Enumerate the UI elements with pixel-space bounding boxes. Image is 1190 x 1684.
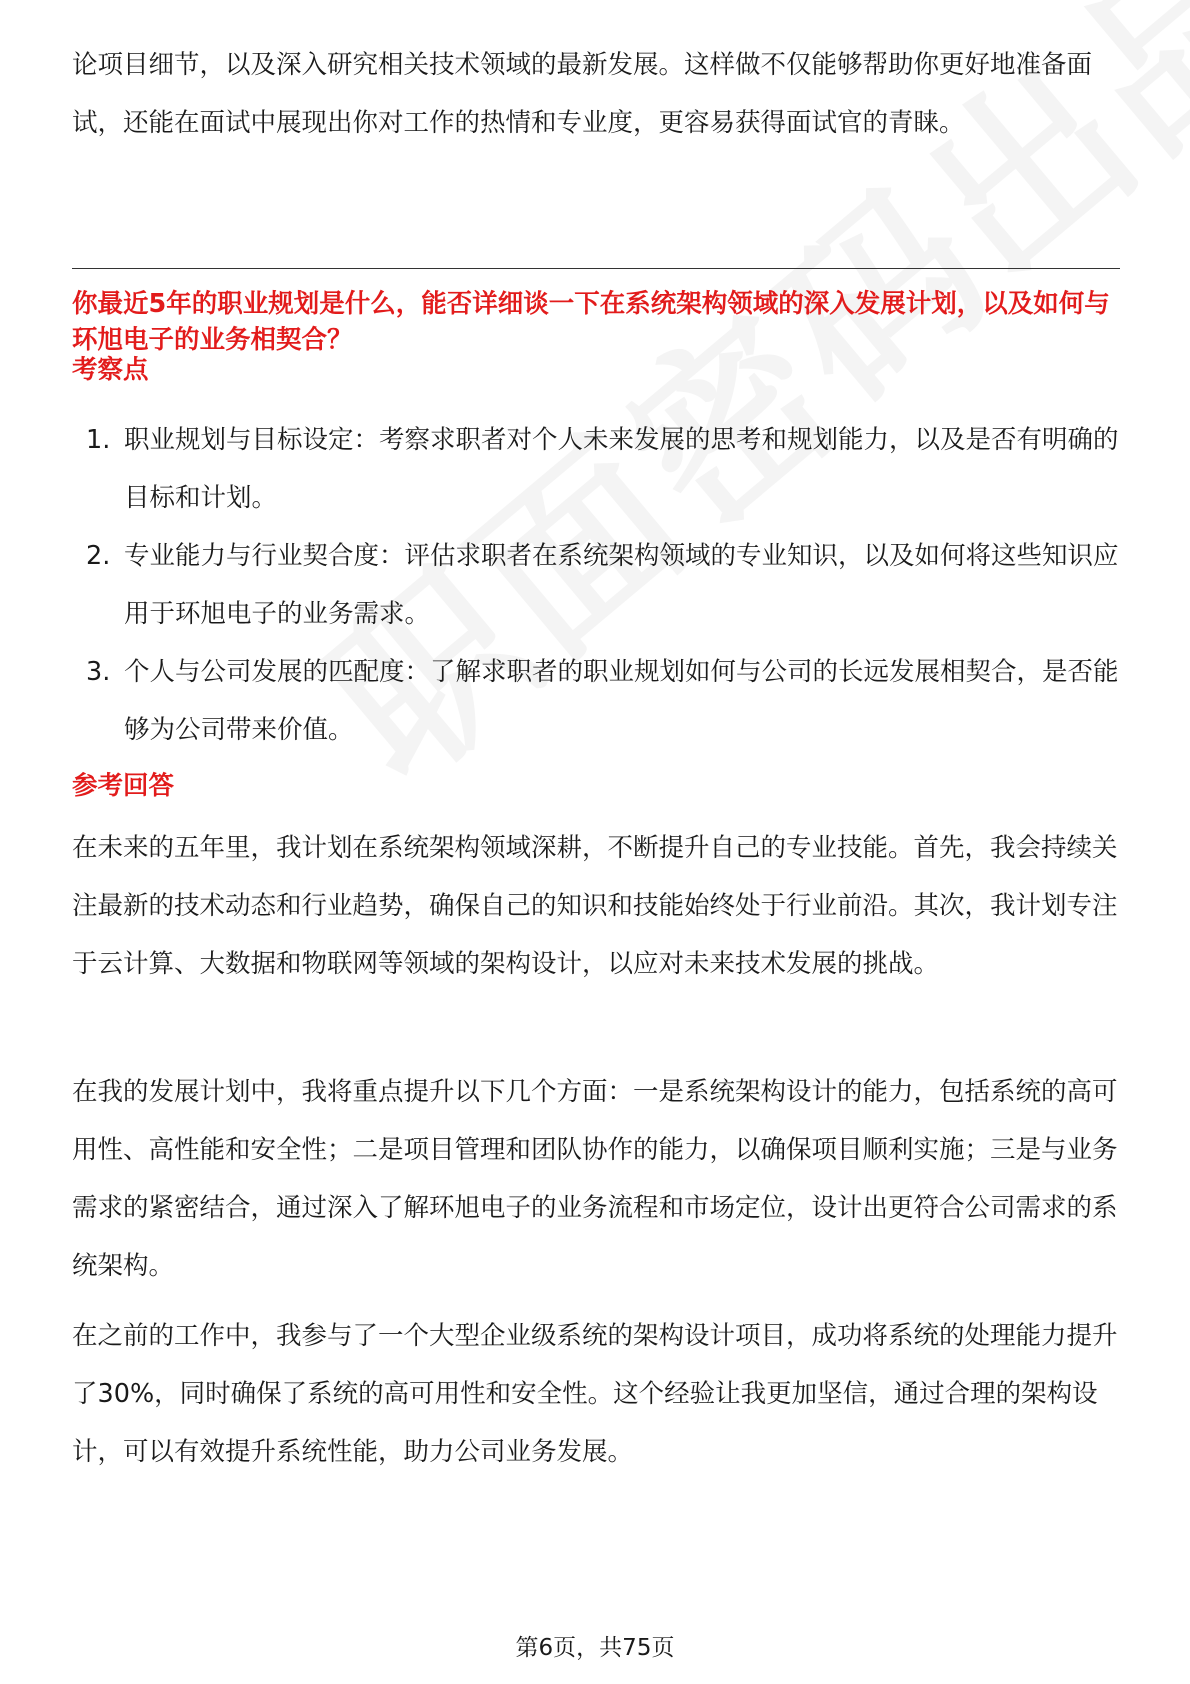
question-heading: 你最近5年的职业规划是什么，能否详细谈一下在系统架构领域的深入发展计划，以及如何与环旭电子的业务相契合？	[72, 289, 1110, 355]
list-number: 3.	[86, 657, 111, 687]
list-item	[72, 527, 1122, 643]
answer-paragraph: 在之前的工作中，我参与了一个大型企业级系统的架构设计项目，成功将系统的处理能力提升了30%，同时确保了系统的高可用性和安全性。这个经验让我更加坚信，通过合理的架构设计，可以有效提升系统性能，助力公司业务发展。	[72, 1321, 1118, 1467]
list-number: 1.	[86, 425, 111, 455]
list-text: 个人与公司发展的匹配度：了解求职者的职业规划如何与公司的长远发展相契合，是否能够为公司带来价值。	[124, 657, 1119, 745]
list-text: 职业规划与目标设定：考察求职者对个人未来发展的思考和规划能力，以及是否有明确的目标和计划。	[124, 425, 1119, 513]
answer-heading: 参考回答	[72, 771, 175, 801]
answer-paragraph: 在我的发展计划中，我将重点提升以下几个方面：一是系统架构设计的能力，包括系统的高可用性、高性能和安全性；二是项目管理和团队协作的能力，以确保项目顺利实施；三是与业务需求的紧密结合，通过深入了解环旭电子的业务流程和市场定位，设计出更符合公司需求的系统架构。	[72, 1077, 1118, 1281]
page-footer: 第6页，共75页	[515, 1635, 675, 1661]
intro-paragraph: 论项目细节，以及深入研究相关技术领域的最新发展。这样做不仅能够帮助你更好地准备面试，还能在面试中展现出你对工作的热情和专业度，更容易获得面试官的青睐。	[72, 50, 1093, 138]
list-text: 专业能力与行业契合度：评估求职者在系统架构领域的专业知识，以及如何将这些知识应用于环旭电子的业务需求。	[124, 541, 1119, 629]
list-item	[72, 643, 1122, 759]
focus-list	[72, 411, 1122, 759]
answer-paragraph: 在未来的五年里，我计划在系统架构领域深耕，不断提升自己的专业技能。首先，我会持续关注最新的技术动态和行业趋势，确保自己的知识和技能始终处于行业前沿。其次，我计划专注于云计算、大数据和物联网等领域的架构设计，以应对未来技术发展的挑战。	[72, 833, 1118, 979]
focus-heading: 考察点	[72, 355, 149, 385]
list-item	[72, 411, 1122, 527]
section-divider	[72, 268, 1120, 269]
list-number: 2.	[86, 541, 111, 571]
